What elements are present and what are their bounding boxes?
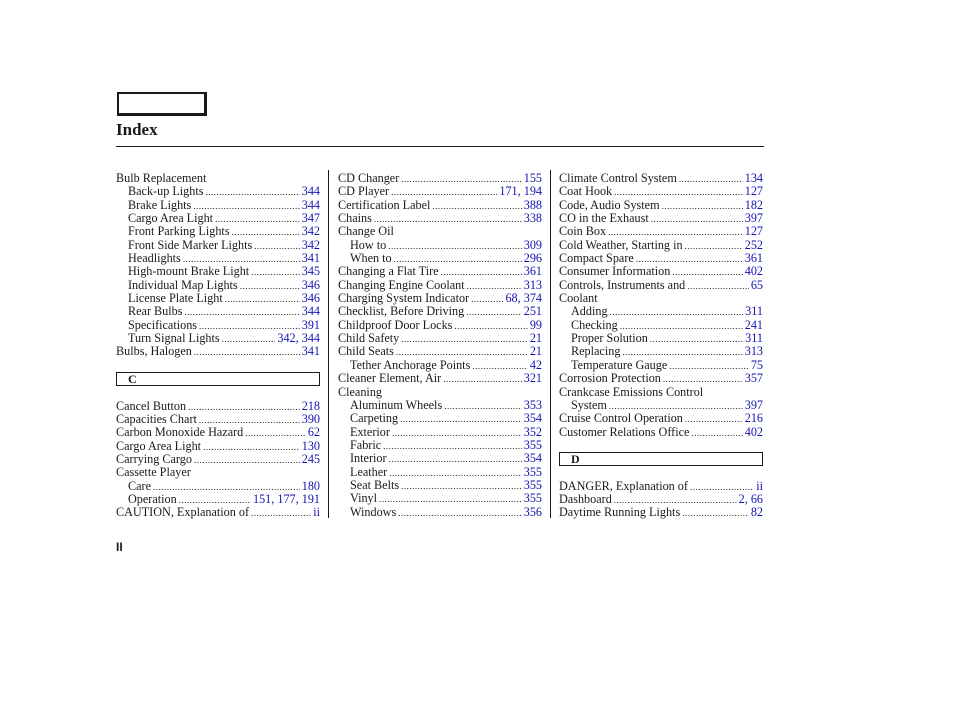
page-reference-link[interactable]: 345: [301, 264, 320, 279]
index-entry: [338, 439, 542, 452]
entry-label: Operation: [128, 491, 177, 506]
page-reference-link[interactable]: 21: [529, 331, 542, 346]
index-entry: [116, 305, 320, 318]
page-title: Index: [116, 120, 158, 139]
page-reference-link[interactable]: 388: [523, 197, 542, 212]
entry-label: DANGER, Explanation of: [559, 478, 688, 493]
page-reference-link[interactable]: 313: [744, 344, 763, 359]
index-entry: [559, 225, 763, 238]
index-column-1: [116, 172, 320, 520]
index-entry: [116, 345, 320, 358]
index-entry: [559, 172, 763, 185]
index-entry: [116, 185, 320, 198]
page-reference-link[interactable]: 402: [744, 424, 763, 439]
dot-leader: [379, 493, 522, 506]
page-reference-link[interactable]: 354: [523, 411, 542, 426]
dot-leader: [222, 333, 276, 346]
page-reference-link[interactable]: 397: [744, 397, 763, 412]
entry-label: Code, Audio System: [559, 197, 660, 212]
dot-leader: [225, 293, 300, 306]
index-entry: [116, 239, 320, 252]
page-number: II: [116, 540, 123, 554]
entry-label: Turn Signal Lights: [128, 331, 220, 346]
spacer: [559, 439, 763, 452]
page-reference-link[interactable]: 99: [529, 317, 542, 332]
dot-leader: [444, 400, 522, 413]
index-entry: [338, 239, 542, 252]
index-entry: [338, 399, 542, 412]
dot-leader: [472, 360, 527, 373]
index-entry: [116, 413, 320, 426]
page-reference-link[interactable]: 65: [750, 277, 763, 292]
index-entry: [338, 412, 542, 425]
index-entry: [338, 332, 542, 345]
page-reference-link[interactable]: 151, 177, 191: [252, 491, 320, 506]
index-entry: [116, 453, 320, 466]
entry-label: Coat Hook: [559, 184, 613, 199]
page-reference-link[interactable]: 127: [744, 184, 763, 199]
entry-label: Back-up Lights: [128, 184, 204, 199]
page-reference-link[interactable]: 251: [523, 304, 542, 319]
entry-label: Seat Belts: [350, 477, 400, 492]
page-reference-link[interactable]: 391: [301, 317, 320, 332]
entry-label: Capacities Chart: [116, 411, 197, 426]
dot-leader: [392, 427, 522, 440]
entry-label: Windows: [350, 504, 397, 519]
page-reference-link[interactable]: 313: [523, 277, 542, 292]
dot-leader: [687, 280, 749, 293]
entry-label: Chains: [338, 211, 372, 226]
entry-label: Carpeting: [350, 411, 399, 426]
entry-label: Childproof Door Locks: [338, 317, 453, 332]
dot-leader: [471, 293, 503, 306]
dot-leader: [691, 427, 742, 440]
index-entry: [559, 279, 763, 292]
entry-label: Cruise Control Operation: [559, 411, 683, 426]
index-entry: [338, 199, 542, 212]
index-entry: [559, 493, 763, 506]
entry-label: Compact Spare: [559, 251, 634, 266]
dot-leader: [685, 413, 743, 426]
dot-leader: [254, 240, 299, 253]
index-entry: [338, 426, 542, 439]
section-tab-box: [117, 92, 207, 116]
index-entry: [559, 199, 763, 212]
index-entry: [338, 305, 542, 318]
index-column-2: [338, 172, 542, 519]
index-entry: [338, 319, 542, 332]
column-divider: [328, 170, 329, 518]
dot-leader: [401, 480, 522, 493]
page-reference-link[interactable]: 155: [523, 171, 542, 185]
page-reference-link[interactable]: 342, 344: [277, 331, 320, 346]
page-reference-link[interactable]: 127: [744, 224, 763, 239]
index-heading: Coolant: [559, 291, 598, 306]
index-entry: [559, 506, 763, 519]
entry-label: License Plate Light: [128, 291, 223, 306]
index-heading: Crankcase Emissions Control: [559, 384, 704, 399]
entry-label: Controls, Instruments and: [559, 277, 686, 292]
page-reference-link[interactable]: 321: [523, 371, 542, 386]
entry-label: Consumer Information: [559, 264, 671, 279]
title-divider: [116, 146, 764, 147]
dot-leader: [466, 306, 521, 319]
dot-leader: [388, 240, 521, 253]
spacer: [559, 466, 763, 479]
page-reference-link[interactable]: 21: [529, 344, 542, 359]
index-entry: [559, 265, 763, 278]
entry-label: Cleaner Element, Air: [338, 371, 442, 386]
page-reference-link[interactable]: 338: [523, 211, 542, 226]
dot-leader: [203, 441, 300, 454]
index-entry: [116, 265, 320, 278]
entry-label: Child Seats: [338, 344, 394, 359]
entry-label: Cancel Button: [116, 398, 187, 413]
index-entry: [559, 359, 763, 372]
entry-label: CD Changer: [338, 171, 400, 185]
index-entry: [338, 172, 542, 185]
dot-leader: [682, 507, 749, 520]
entry-label: Changing a Flat Tire: [338, 264, 439, 279]
index-entry: [559, 426, 763, 439]
entry-label: Charging System Indicator: [338, 291, 470, 306]
page-reference-link[interactable]: 353: [523, 397, 542, 412]
index-entry: [559, 345, 763, 358]
index-entry: [559, 412, 763, 425]
entry-label: Vinyl: [350, 491, 378, 506]
dot-leader: [400, 413, 522, 426]
page-reference-link[interactable]: 342: [301, 224, 320, 239]
entry-label: Leather: [350, 464, 388, 479]
spacer: [116, 386, 320, 399]
dot-leader: [685, 240, 743, 253]
dot-leader: [650, 333, 743, 346]
entry-label: Tether Anchorage Points: [350, 357, 471, 372]
page-reference-link[interactable]: 355: [523, 477, 542, 492]
index-entry: [559, 305, 763, 318]
entry-label: Interior: [350, 451, 387, 466]
index-entry: [116, 506, 320, 519]
page-reference-link[interactable]: 357: [744, 371, 763, 386]
entry-label: Cargo Area Light: [128, 211, 214, 226]
page-reference-link[interactable]: 180: [301, 478, 320, 493]
index-entry: [338, 252, 542, 265]
page-reference-link[interactable]: 309: [523, 237, 542, 252]
page-reference-link[interactable]: 346: [301, 291, 320, 306]
index-entry: [116, 493, 320, 506]
index-entry: [559, 372, 763, 385]
dot-leader: [389, 467, 522, 480]
index-entry: [116, 480, 320, 493]
entry-label: Front Side Marker Lights: [128, 237, 253, 252]
page-reference-link[interactable]: 344: [301, 197, 320, 212]
index-entry: [338, 466, 542, 479]
page-reference-link[interactable]: 2, 66: [738, 491, 763, 506]
index-entry: [338, 279, 542, 292]
page-reference-link[interactable]: 344: [301, 184, 320, 199]
page-reference-link[interactable]: 311: [745, 331, 763, 346]
page-reference-link[interactable]: 361: [523, 264, 542, 279]
entry-label: Replacing: [571, 344, 621, 359]
index-entry: [338, 492, 542, 505]
entry-label: CO in the Exhaust: [559, 211, 649, 226]
page-reference-link[interactable]: 134: [744, 171, 763, 185]
index-entry: [116, 319, 320, 332]
page-reference-link[interactable]: 252: [744, 237, 763, 252]
index-entry: [559, 239, 763, 252]
entry-label: CD Player: [338, 184, 390, 199]
page-reference-link[interactable]: 355: [523, 437, 542, 452]
index-entry: [116, 292, 320, 305]
index-heading: Change Oil: [338, 224, 394, 239]
section-letter: C: [116, 372, 320, 386]
page-reference-link[interactable]: 355: [523, 464, 542, 479]
page-reference-link[interactable]: 402: [744, 264, 763, 279]
entry-label: Exterior: [350, 424, 390, 439]
page-reference-link[interactable]: 82: [750, 505, 763, 520]
index-heading: Cleaning: [338, 384, 383, 399]
dot-leader: [194, 454, 300, 467]
entry-label: Fabric: [350, 437, 382, 452]
dot-leader: [194, 346, 300, 359]
page-reference-link[interactable]: 397: [744, 211, 763, 226]
page-reference-link[interactable]: 311: [745, 304, 763, 319]
entry-label: Corrosion Protection: [559, 371, 661, 386]
dot-leader: [610, 306, 744, 319]
index-entry: [116, 279, 320, 292]
page-reference-link[interactable]: 42: [529, 357, 542, 372]
spacer: [116, 359, 320, 372]
page-reference-link[interactable]: 130: [301, 438, 320, 453]
index-entry: [559, 399, 763, 412]
page-reference-link[interactable]: 341: [301, 344, 320, 359]
entry-label: Front Parking Lights: [128, 224, 230, 239]
entry-label: Child Safety: [338, 331, 400, 346]
index-entry: [116, 400, 320, 413]
entry-label: Headlights: [128, 251, 181, 266]
index-entry: [338, 292, 542, 305]
page-reference-link[interactable]: 245: [301, 451, 320, 466]
page-reference-link[interactable]: ii: [756, 478, 763, 493]
dot-leader: [374, 213, 522, 226]
dot-leader: [205, 186, 299, 199]
entry-label: CAUTION, Explanation of: [116, 505, 250, 520]
dot-leader: [454, 320, 527, 333]
entry-label: Customer Relations Office: [559, 424, 690, 439]
entry-label: Individual Map Lights: [128, 277, 238, 292]
index-entry: [116, 332, 320, 345]
index-entry: [116, 199, 320, 212]
index-entry: [559, 480, 763, 493]
index-entry: [559, 212, 763, 225]
entry-label: Cargo Area Light: [116, 438, 202, 453]
dot-leader: [240, 280, 300, 293]
entry-label: Rear Bulbs: [128, 304, 183, 319]
index-entry: [116, 440, 320, 453]
index-column-3: [559, 172, 763, 520]
entry-label: System: [571, 397, 607, 412]
entry-label: When to: [350, 251, 392, 266]
entry-label: Carrying Cargo: [116, 451, 192, 466]
index-entry: [559, 252, 763, 265]
entry-label: Checking: [571, 317, 618, 332]
entry-label: Temperature Gauge: [571, 357, 668, 372]
dot-leader: [651, 213, 743, 226]
entry-label: Dashboard: [559, 491, 612, 506]
entry-label: Brake Lights: [128, 197, 192, 212]
index-heading: Cassette Player: [116, 465, 191, 480]
page-reference-link[interactable]: 344: [301, 304, 320, 319]
index-entry: [338, 345, 542, 358]
dot-leader: [383, 440, 522, 453]
dot-leader: [245, 427, 306, 440]
page-reference-link[interactable]: 347: [301, 211, 320, 226]
page-reference-link[interactable]: 390: [301, 411, 320, 426]
index-entry: [338, 452, 542, 465]
index-entry: [559, 319, 763, 332]
index-entry: [338, 372, 542, 385]
page-reference-link[interactable]: 356: [523, 504, 542, 519]
index-entry: [338, 506, 542, 519]
page-reference-link[interactable]: 218: [301, 398, 320, 413]
column-divider: [550, 170, 551, 518]
entry-label: Daytime Running Lights: [559, 505, 681, 520]
entry-label: Carbon Monoxide Hazard: [116, 425, 244, 440]
dot-leader: [679, 173, 743, 186]
entry-label: Certification Label: [338, 197, 431, 212]
index-entry: [559, 332, 763, 345]
entry-label: Climate Control System: [559, 171, 677, 185]
dot-leader: [185, 306, 300, 319]
dot-leader: [389, 453, 522, 466]
entry-label: Specifications: [128, 317, 198, 332]
page-reference-link[interactable]: 241: [744, 317, 763, 332]
index-entry: [116, 212, 320, 225]
dot-leader: [398, 507, 521, 520]
entry-label: How to: [350, 237, 387, 252]
page-reference-link[interactable]: 216: [744, 411, 763, 426]
page-reference-link[interactable]: 68, 374: [505, 291, 542, 306]
entry-label: Checklist, Before Driving: [338, 304, 465, 319]
section-letter: D: [559, 452, 763, 466]
entry-label: Aluminum Wheels: [350, 397, 443, 412]
page-reference-link[interactable]: 354: [523, 451, 542, 466]
index-heading: Bulb Replacement: [116, 171, 207, 185]
page-reference-link[interactable]: 182: [744, 197, 763, 212]
entry-label: Care: [128, 478, 152, 493]
index-entry: [559, 185, 763, 198]
entry-label: Bulbs, Halogen: [116, 344, 192, 359]
dot-leader: [251, 266, 300, 279]
index-entry: [116, 426, 320, 439]
entry-label: Proper Solution: [571, 331, 648, 346]
page-reference-link[interactable]: 171, 194: [499, 184, 542, 199]
page-reference-link[interactable]: 355: [523, 491, 542, 506]
index-entry: [338, 479, 542, 492]
index-entry: [116, 252, 320, 265]
dot-leader: [432, 200, 521, 213]
page-reference-link[interactable]: 346: [301, 277, 320, 292]
page-reference-link[interactable]: 361: [744, 251, 763, 266]
entry-label: Adding: [571, 304, 608, 319]
page-reference-link[interactable]: 352: [523, 424, 542, 439]
entry-label: Cold Weather, Starting in: [559, 237, 683, 252]
page-reference-link[interactable]: 296: [523, 251, 542, 266]
index-entry: [338, 265, 542, 278]
page-reference-link[interactable]: 342: [301, 237, 320, 252]
dot-leader: [188, 401, 300, 414]
dot-leader: [401, 333, 528, 346]
dot-leader: [443, 373, 522, 386]
index-entry: [116, 225, 320, 238]
page-reference-link[interactable]: 62: [307, 425, 320, 440]
index-entry: [338, 212, 542, 225]
entry-label: Changing Engine Coolant: [338, 277, 465, 292]
entry-label: Coin Box: [559, 224, 607, 239]
entry-label: High-mount Brake Light: [128, 264, 250, 279]
dot-leader: [662, 200, 743, 213]
index-entry: [338, 185, 542, 198]
page-reference-link[interactable]: 341: [301, 251, 320, 266]
dot-leader: [669, 360, 749, 373]
index-entry: [338, 359, 542, 372]
dot-leader: [251, 507, 311, 520]
page-reference-link[interactable]: 75: [750, 357, 763, 372]
page-reference-link[interactable]: ii: [313, 505, 320, 520]
